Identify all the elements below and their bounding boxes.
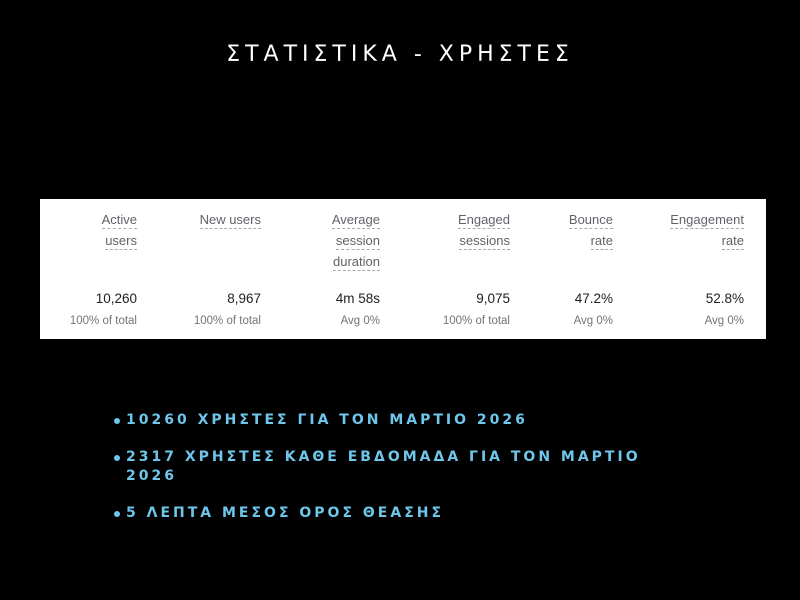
metric-value: 8,967: [227, 291, 261, 306]
bullet-text: 10260 ΧΡΗΣΤΕΣ ΓΙΑ ΤΟΝ ΜΑΡΤΙΟ 2026: [126, 412, 528, 428]
bullet-item: [114, 448, 674, 486]
metric-sub: Avg 0%: [704, 315, 744, 327]
header-line: sessions: [459, 233, 510, 248]
bullet-text: 5 ΛΕΠΤΑ ΜΕΣΟΣ ΟΡΟΣ ΘΕΑΣΗΣ: [126, 505, 445, 521]
slide-title: ΣΤΑΤΙΣΤΙΚΑ - ΧΡΗΣΤΕΣ: [226, 42, 574, 67]
metric-header[interactable]: [102, 210, 137, 252]
header-line: New users: [199, 212, 261, 227]
metric-value: 52.8%: [705, 291, 744, 306]
header-line: Active: [101, 212, 137, 227]
bullet-dot-icon: [114, 455, 120, 461]
metric-sub: Avg 0%: [573, 315, 613, 327]
header-line: session: [335, 233, 380, 248]
bullet-dot-icon: [114, 511, 120, 517]
summary-bullets: [114, 411, 674, 541]
header-line: duration: [333, 254, 380, 269]
header-line: Bounce: [568, 212, 613, 227]
bullet-text: 2317 ΧΡΗΣΤΕΣ ΚΑΘΕ ΕΒΔΟΜΑΔΑ ΓΙΑ ΤΟΝ ΜΑΡΤΙΟ 2026: [126, 449, 641, 484]
metric-header[interactable]: [200, 210, 261, 231]
metric-sub: 100% of total: [442, 315, 510, 327]
metric-header[interactable]: [569, 210, 613, 252]
header-line: Engaged: [457, 212, 510, 227]
bullet-dot-icon: [114, 418, 120, 424]
header-line: Average: [331, 212, 380, 227]
metric-sub: 100% of total: [69, 315, 137, 327]
header-line: Engagement: [670, 212, 744, 227]
bullet-item: [114, 411, 674, 430]
header-line: rate: [721, 233, 744, 248]
analytics-metrics-panel: [40, 199, 766, 339]
bullet-item: [114, 504, 674, 523]
metric-value: 4m 58s: [335, 291, 380, 306]
header-line: users: [105, 233, 137, 248]
metric-value: 9,075: [476, 291, 510, 306]
metric-sub: Avg 0%: [340, 315, 380, 327]
metric-header[interactable]: [332, 210, 380, 273]
metric-value: 47.2%: [574, 291, 613, 306]
metric-sub: 100% of total: [193, 315, 261, 327]
metric-header[interactable]: [458, 210, 510, 252]
metric-value: 10,260: [95, 291, 137, 306]
metric-header[interactable]: [670, 210, 744, 252]
header-line: rate: [590, 233, 613, 248]
